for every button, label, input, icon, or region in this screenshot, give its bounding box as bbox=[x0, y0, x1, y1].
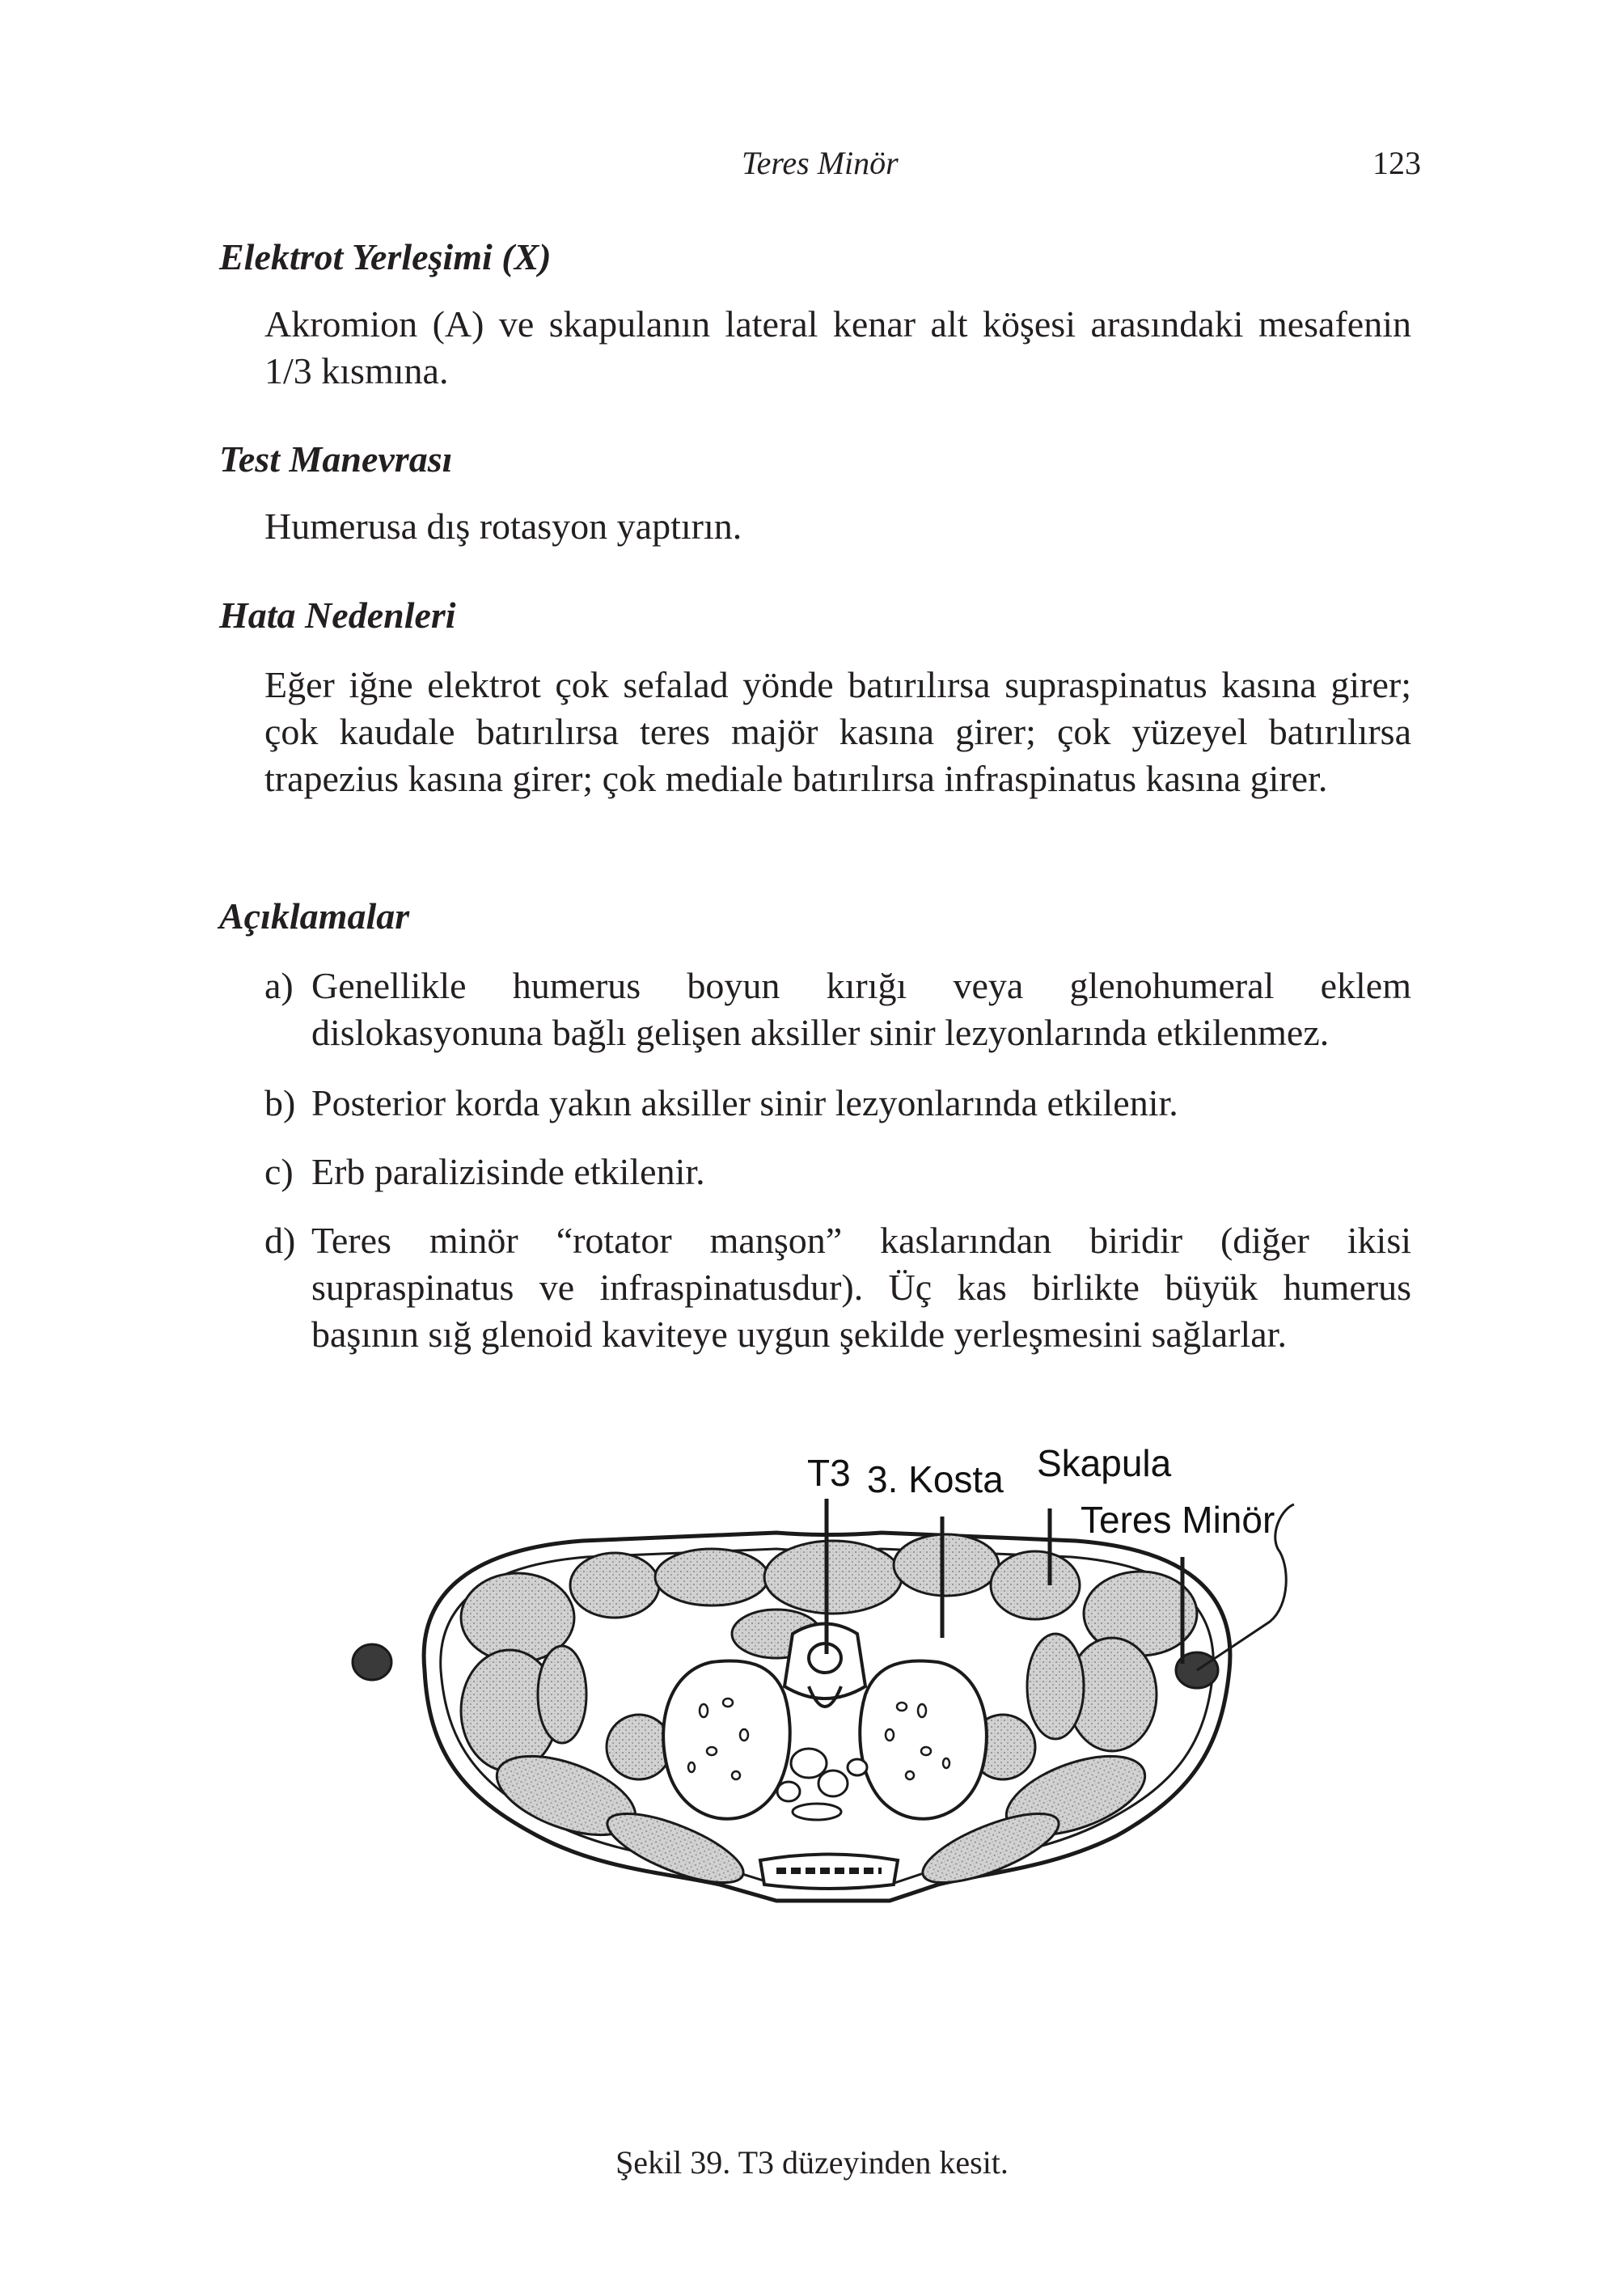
figure-caption: Şekil 39. T3 düzeyinden kesit. bbox=[615, 2144, 1009, 2181]
label-rib: 3. Kosta bbox=[867, 1458, 1004, 1500]
error-causes-text: Eğer iğne elektrot çok sefalad yönde batırılırsa supraspinatus kasına girer; çok kaudale batırılırsa teres majör kasına girer; çok yüzeyel batırılırsa trapezius kasına girer; çok mediale batırılırsa infraspinatus kasına girer. bbox=[264, 664, 1411, 799]
heading-test-maneuver: Test Manevrası bbox=[219, 438, 453, 480]
t3-cross-section-illustration bbox=[324, 1428, 1334, 2058]
label-t3: T3 bbox=[807, 1452, 851, 1494]
list-item-text: Teres minör “rotator manşon” kaslarından biridir (diğer ikisi supraspinatus ve infraspinatusdur). Üç kas birlikte büyük humerus başının sığ glenoid kaviteye uygun şekilde yerleşmesini sağlarlar. bbox=[311, 1220, 1411, 1355]
list-marker: c) bbox=[264, 1151, 294, 1192]
cross-section-figure bbox=[324, 1428, 1334, 2058]
label-teres-minor: Teres Minör bbox=[1081, 1499, 1275, 1541]
left-dark-structure bbox=[353, 1644, 391, 1680]
list-item-text: Genellikle humerus boyun kırığı veya glenohumeral eklem dislokasyonuna bağlı gelişen aksiller sinir lezyonlarında etkilenmez. bbox=[311, 965, 1411, 1053]
heading-error-causes: Hata Nedenleri bbox=[219, 594, 456, 636]
list-marker: b) bbox=[264, 1082, 296, 1123]
list-marker: d) bbox=[264, 1220, 296, 1261]
running-head bbox=[0, 144, 1624, 184]
electrode-placement-text: Akromion (A) ve skapulanın lateral kenar alt köşesi arasındaki mesafenin 1/3 kısmına. bbox=[264, 303, 1411, 391]
list-item-text: Posterior korda yakın aksiller sinir lezyonlarında etkilenir. bbox=[311, 1082, 1178, 1123]
running-title: Teres Minör bbox=[742, 145, 899, 181]
test-maneuver-text: Humerusa dış rotasyon yaptırın. bbox=[264, 506, 742, 547]
list-marker: a) bbox=[264, 965, 294, 1006]
page-number: 123 bbox=[1372, 145, 1421, 181]
label-scapula: Skapula bbox=[1037, 1442, 1172, 1484]
heading-electrode-placement: Elektrot Yerleşimi (X) bbox=[219, 236, 552, 277]
list-item-text: Erb paralizisinde etkilenir. bbox=[311, 1151, 705, 1192]
heading-notes: Açıklamalar bbox=[219, 895, 410, 937]
